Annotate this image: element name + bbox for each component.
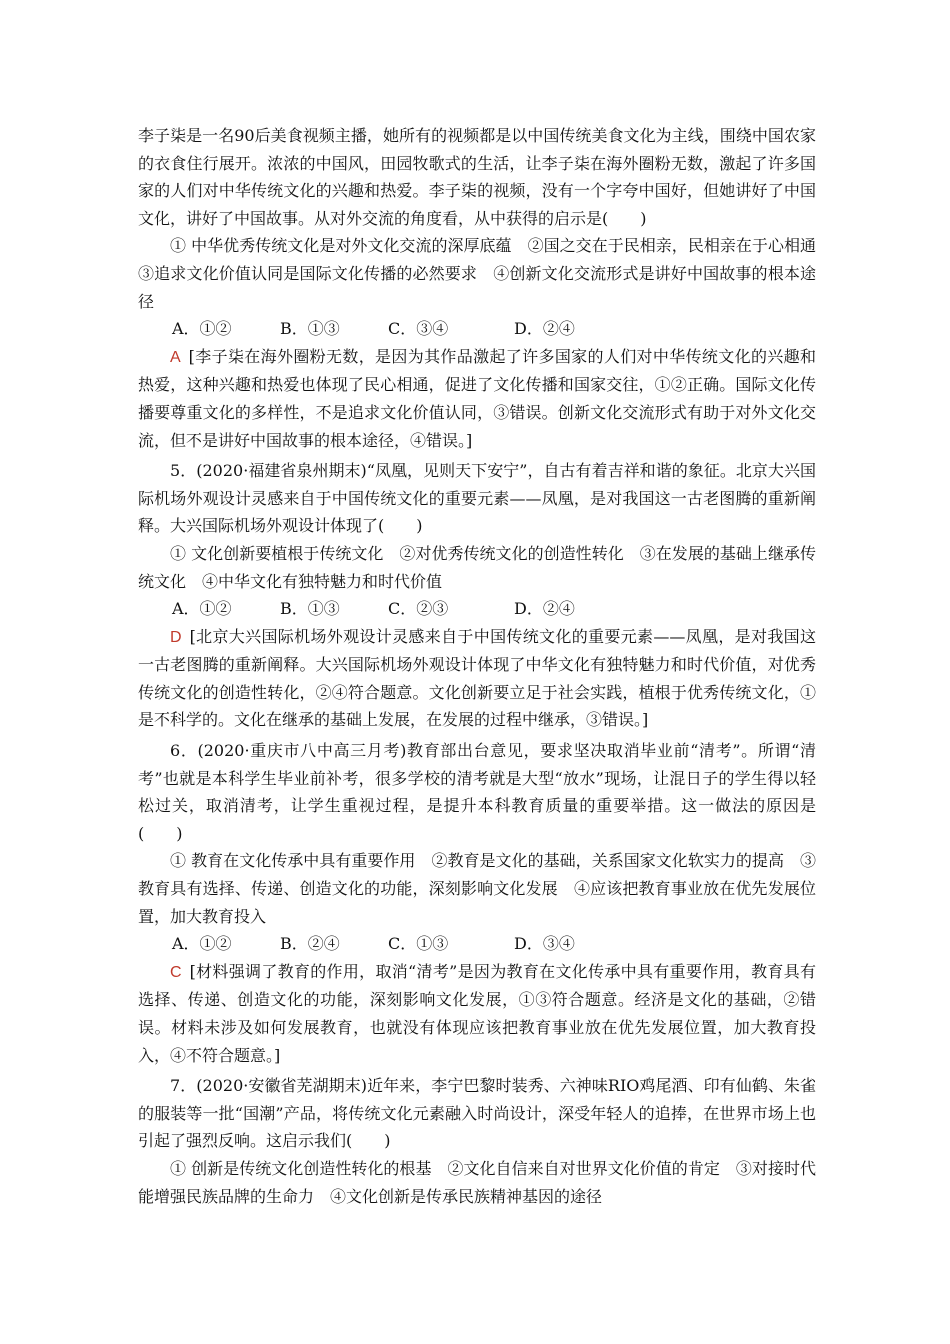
question-options (138, 595, 816, 623)
explanation-text: [材料强调了教育的作用，取消“清考”是因为教育在文化传承中具有重要作用，教育具有选择、传递、创造文化的功能，深刻影响文化发展，①③符合题意。经济是文化的基础，②错误。材料未涉及如何发展教育，也就没有体现应该把教育事业放在优先发展位置，加大教育投入，④不符合题意。] (138, 961, 816, 1065)
question-statements: ① 中华优秀传统文化是对外文化交流的深厚底蕴 ②国之交在于民相亲，民相亲在于心相通 ③追求文化价值认同是国际文化传播的必然要求 ④创新文化交流形式是讲好中国故事的根本途径 (138, 236, 833, 311)
question-statements: ① 文化创新要植根于传统文化 ②对优秀传统文化的创造性转化 ③在发展的基础上继承传统文化 ④中华文化有独特魅力和时代价值 (138, 543, 816, 591)
document-page (138, 122, 833, 1213)
explanation-text: [北京大兴国际机场外观设计灵感来自于中国传统文化的重要元素——凤凰，是对我国这一古老图腾的重新阐释。大兴国际机场外观设计体现了中华文化有独特魅力和时代价值，对优秀传统文化的创造性转化，②④符合题意。文化创新要立足于社会实践，植根于优秀传统文化，①是不科学的。文化在继承的基础上发展，在发展的过程中继承，③错误。] (138, 626, 816, 730)
answer-letter: A (170, 348, 181, 366)
question-stem: 李子柒是一名90后美食视频主播，她所有的视频都是以中国传统美食文化为主线，围绕中国农家的衣食住行展开。浓浓的中国风，田园牧歌式的生活，让李子柒在海外圈粉无数，激起了许多国家的人们对中华传统文化的兴趣和热爱。李子柒的视频，没有一个字夸中国好，但她讲好了中国文化，讲好了中国故事。从对外交流的角度看，从中获得的启示是( ) (138, 126, 816, 228)
option-a: A．①② (172, 934, 232, 954)
question-options (138, 930, 816, 958)
question-7 (138, 1072, 816, 1210)
option-b: B．①③ (280, 319, 340, 339)
question-6 (138, 737, 816, 1069)
answer-explanation (138, 958, 816, 1069)
question-5 (138, 457, 816, 734)
answer-letter: C (170, 963, 182, 981)
question-options (138, 315, 816, 343)
option-d: D．②④ (514, 599, 575, 619)
question-stem: 5．(2020·福建省泉州期末)“凤凰，见则天下安宁”，自古有着吉祥和谐的象征。北京大兴国际机场外观设计灵感来自于中国传统文化的重要元素——凤凰，是对我国这一古老图腾的重新阐释。大兴国际机场外观设计体现了( ) (138, 461, 816, 536)
option-b: B．①③ (280, 599, 340, 619)
question-statements: ① 教育在文化传承中具有重要作用 ②教育是文化的基础，关系国家文化软实力的提高 ③教育具有选择、传递、创造文化的功能，深刻影响文化发展 ④应该把教育事业放在优先发展位置，加大教育投入 (138, 851, 816, 926)
question-statements: ① 创新是传统文化创造性转化的根基 ②文化自信来自对世界文化价值的肯定 ③对接时代能增强民族品牌的生命力 ④文化创新是传承民族精神基因的途径 (138, 1158, 816, 1206)
answer-explanation (138, 343, 816, 454)
option-c: C．①③ (388, 934, 449, 954)
option-c: C．②③ (388, 599, 449, 619)
option-d: D．③④ (514, 934, 575, 954)
answer-explanation (138, 623, 816, 734)
answer-letter: D (170, 628, 182, 646)
option-a: A．①② (172, 319, 232, 339)
option-d: D．②④ (514, 319, 575, 339)
question-stem: 6．(2020·重庆市八中高三月考)教育部出台意见，要求坚决取消毕业前“清考”。所谓“清考”也就是本科学生毕业前补考，很多学校的清考就是大型“放水”现场，让混日子的学生得以轻松过关，取消清考，让学生重视过程，是提升本科教育质量的重要举措。这一做法的原因是( ) (138, 741, 816, 843)
option-c: C．③④ (388, 319, 449, 339)
option-a: A．①② (172, 599, 232, 619)
question-4 (138, 122, 833, 454)
option-b: B．②④ (280, 934, 340, 954)
question-stem: 7．(2020·安徽省芜湖期末)近年来，李宁巴黎时装秀、六神味RIO鸡尾酒、印有仙鹤、朱雀的服装等一批“国潮”产品，将传统文化元素融入时尚设计，深受年轻人的追捧，在世界市场上也引起了强烈反响。这启示我们( ) (138, 1076, 816, 1151)
explanation-text: [李子柒在海外圈粉无数，是因为其作品激起了许多国家的人们对中华传统文化的兴趣和热爱，这种兴趣和热爱也体现了民心相通，促进了文化传播和国家交往，①②正确。国际文化传播要尊重文化的多样性，不是追求文化价值认同，③错误。创新文化交流形式有助于对外文化交流，但不是讲好中国故事的根本途径，④错误。] (138, 346, 816, 450)
